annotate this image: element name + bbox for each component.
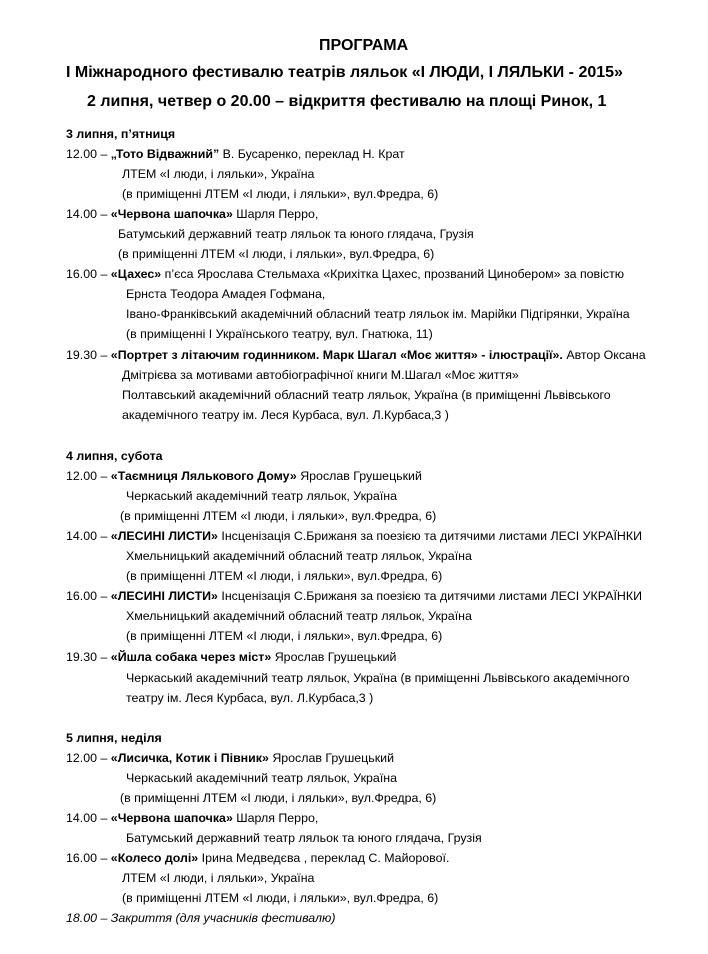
event-title-line: 19.30 – «Йшла собака через міст» Ярослав Грушецький bbox=[66, 650, 397, 664]
event-title-line: 12.00 – «Лисичка, Котик і Півник» Ярослав Грушецький bbox=[66, 751, 394, 765]
event-detail-line: Івано-Франківський академічний обласний театр ляльок ім. Марійки Підгірянки, Україна bbox=[126, 307, 630, 321]
event-title-line: 14.00 – «ЛЕСИНІ ЛИСТИ» Інсценізація С.Брижаня за поезією та дитячими листами ЛЕСІ УКРАЇНКИ bbox=[66, 529, 642, 543]
event-detail-line: ЛТЕМ «І люди, і ляльки», Україна bbox=[122, 167, 315, 181]
event-detail-line: Черкаський академічний театр ляльок, Україна (в приміщенні Львівського академічного bbox=[126, 671, 630, 685]
event-detail-line: ЛТЕМ «І люди, і ляльки», Україна bbox=[122, 871, 315, 885]
event-venue-line: (в приміщенні ЛТЕМ «І люди, і ляльки», вул.Фредра, 6) bbox=[120, 791, 437, 805]
day-heading: 4 липня, субота bbox=[66, 449, 163, 463]
event-venue-line: академічного театру ім. Леся Курбаса, вул. Л.Курбаса,3 ) bbox=[122, 408, 449, 422]
event-title-line: 16.00 – «Цахес» п’єса Ярослава Стельмаха «Крихітка Цахес, прозваний Цинобером» за повістю bbox=[66, 267, 625, 281]
event-detail-line: Черкаський академічний театр ляльок, Україна bbox=[126, 489, 398, 503]
event-venue-line: (в приміщенні ЛТЕМ «І люди, і ляльки», вул.Фредра, 6) bbox=[118, 247, 435, 261]
event-detail-line: Полтавський академічний обласний театр ляльок, Україна (в приміщенні Львівського bbox=[122, 388, 611, 402]
event-detail-line: Хмельницький академічний обласний театр ляльок, Україна bbox=[126, 549, 472, 563]
event-title-line: 12.00 – „Тото Відважний” В. Бусаренко, переклад Н. Крат bbox=[66, 147, 405, 161]
event-venue-line: (в приміщенні ЛТЕМ «І люди, і ляльки», вул.Фредра, 6) bbox=[122, 891, 439, 905]
opening-line: 2 липня, четвер о 20.00 – відкриття фестивалю на площі Ринок, 1 bbox=[87, 93, 607, 110]
program-title: ПРОГРАМА bbox=[319, 37, 409, 54]
event-detail-line: Черкаський академічний театр ляльок, Україна bbox=[126, 771, 398, 785]
event-venue-line: (в приміщенні ЛТЕМ «І люди, і ляльки», вул.Фредра, 6) bbox=[122, 187, 439, 201]
event-title-line: 16.00 – «ЛЕСИНІ ЛИСТИ» Інсценізація С.Брижаня за поезією та дитячими листами ЛЕСІ УКРАЇНКИ bbox=[66, 589, 642, 603]
day-heading: 3 липня, п’ятниця bbox=[66, 127, 176, 141]
closing-line: 18.00 – Закриття (для учасників фестивалю) bbox=[66, 911, 336, 925]
event-title-line: 14.00 – «Червона шапочка» Шарля Перро, bbox=[66, 207, 319, 221]
festival-subtitle: І Міжнародного фестивалю театрів ляльок «І ЛЮДИ, І ЛЯЛЬКИ - 2015» bbox=[66, 64, 623, 81]
event-venue-line: (в приміщенні І Українського театру, вул. Гнатюка, 11) bbox=[126, 327, 433, 341]
event-detail-line: Дмітрієва за мотивами автобіографічної книги М.Шагал «Моє життя» bbox=[122, 368, 519, 382]
event-venue-line: (в приміщенні ЛТЕМ «І люди, і ляльки», вул.Фредра, 6) bbox=[126, 569, 443, 583]
event-title-line: 19.30 – «Портрет з літаючим годинником. Марк Шагал «Моє життя» - ілюстрації». Автор Оксана bbox=[66, 348, 646, 362]
event-venue-line: (в приміщенні ЛТЕМ «І люди, і ляльки», вул.Фредра, 6) bbox=[126, 629, 443, 643]
event-detail-line: Хмельницький академічний обласний театр ляльок, Україна bbox=[126, 609, 472, 623]
event-title-line: 14.00 – «Червона шапочка» Шарля Перро, bbox=[66, 811, 319, 825]
event-venue-line: (в приміщенні ЛТЕМ «І люди, і ляльки», вул.Фредра, 6) bbox=[120, 509, 437, 523]
event-title-line: 16.00 – «Колесо долі» Ірина Медведєва , переклад С. Майорової. bbox=[66, 851, 450, 865]
event-detail-line: Ернста Теодора Амадея Гофмана, bbox=[126, 287, 326, 301]
event-title-line: 12.00 – «Таємниця Лялькового Дому» Ярослав Грушецький bbox=[66, 469, 422, 483]
day-heading: 5 липня, неділя bbox=[66, 731, 162, 745]
event-detail-line: Батумський державний театр ляльок та юного глядача, Грузія bbox=[126, 831, 482, 845]
event-venue-line: театру ім. Леся Курбаса, вул. Л.Курбаса,3 ) bbox=[126, 691, 374, 705]
event-detail-line: Батумський державний театр ляльок та юного глядача, Грузія bbox=[118, 227, 474, 241]
